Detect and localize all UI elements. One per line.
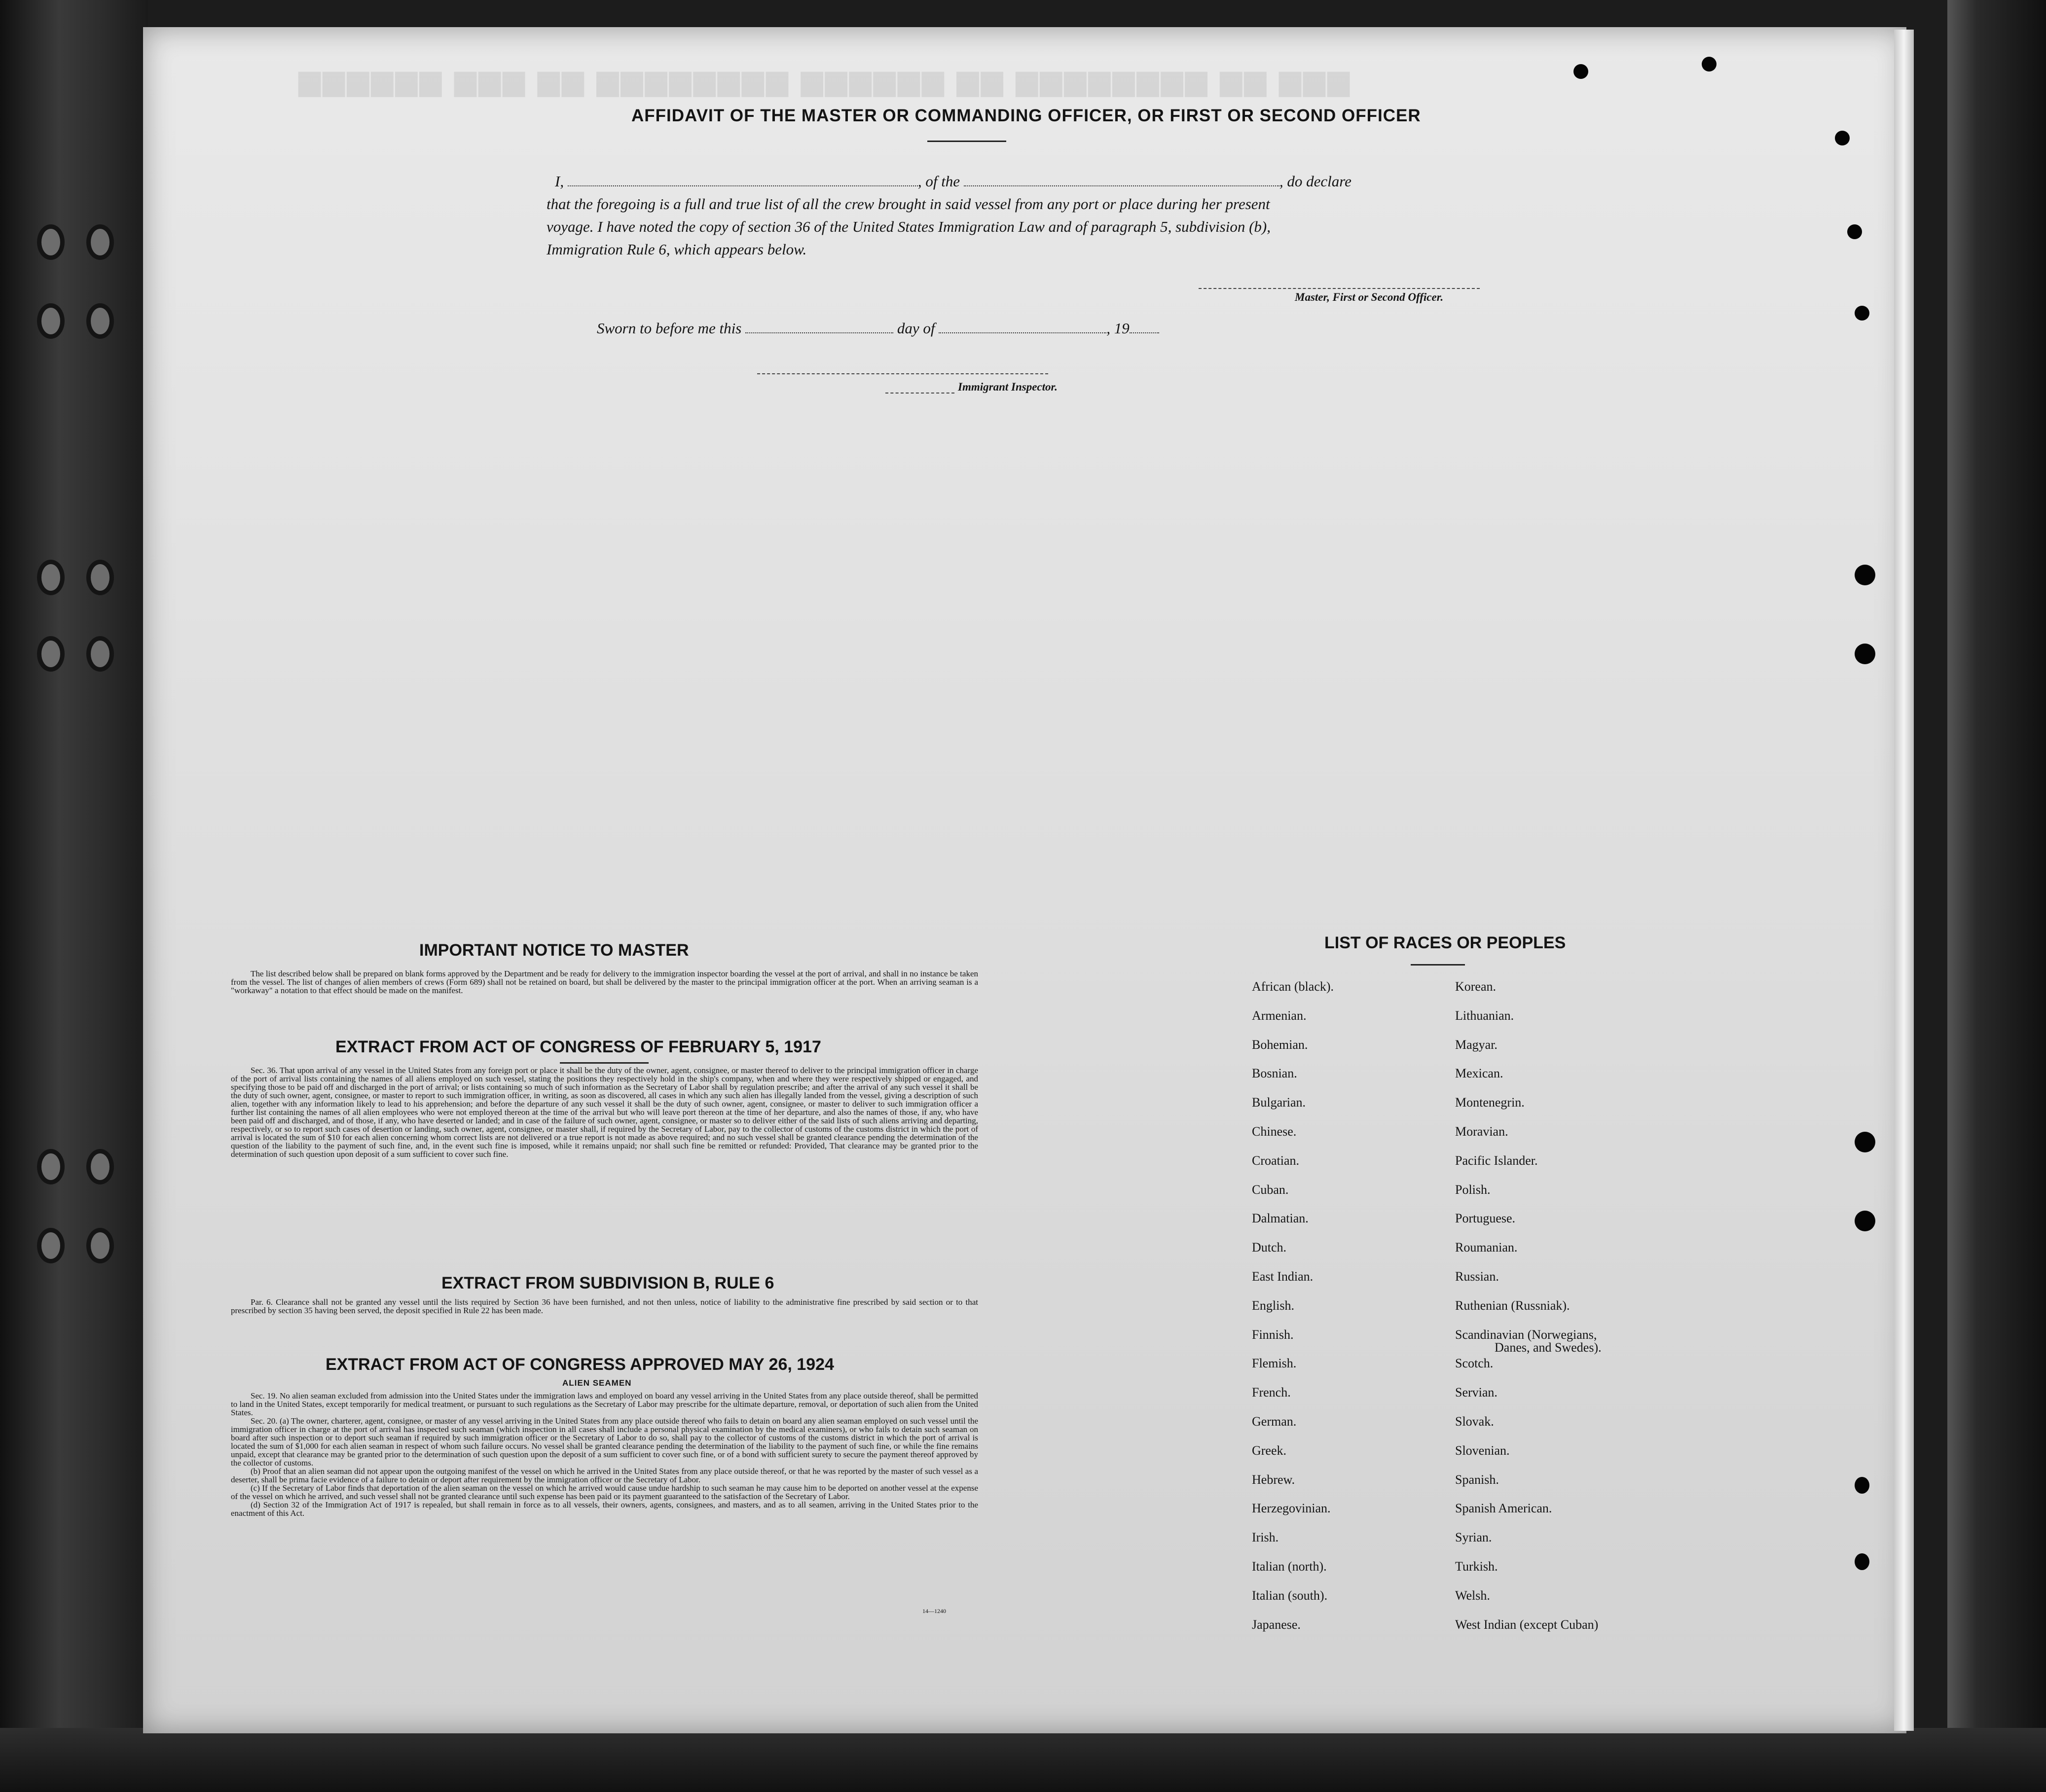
punch-hole: [1847, 224, 1862, 239]
declaration-i: I,: [555, 173, 564, 190]
punch-hole: [1855, 1211, 1875, 1231]
binder-ring: [86, 636, 114, 672]
notice-title: IMPORTANT NOTICE TO MASTER: [419, 941, 689, 960]
sec-20d-paragraph: (d) Section 32 of the Immigration Act of 1917 is repealed, but shall remain in force as to all vessels, their owners, agents, consignees, and masters, and as to all seamen, arriving in the United States prior to the enactment of this Act.: [231, 1500, 978, 1518]
binder-ring: [86, 303, 114, 339]
race-item: Montenegrin.: [1455, 1095, 1525, 1110]
race-item: Herzegovinian.: [1252, 1501, 1331, 1515]
race-item: Spanish.: [1455, 1472, 1499, 1487]
race-item: Slovenian.: [1455, 1443, 1510, 1458]
sec-20a-paragraph: Sec. 20. (a) The owner, charterer, agent, consignee, or master of any vessel arriving in the United States from any place outside thereof who fails to detain on board any alien seaman employed on such vessel until the immigration officer in charge at the port of arrival has inspected such seaman (which inspection in all cases shall include a personal physical examination by the medical examiners), or who fails to detain such seaman on board after such inspection or to deport such seaman if required by such immigration officer or the Secretary of Labor to do so, shall pay to the collector of customs of the customs district in which the port of arrival is located the sum of $1,000 for each alien seaman in respect of whom such failure occurs. No vessel shall be granted clearance pending the determination of the liability to the payment of such fine, or while the fine remains unpaid, except that clearance may be granted prior to the determination of such question upon the deposit of a sum sufficient to cover such fine, or of a bond with sufficient surety to secure the payment thereof approved by the collector of customs.: [231, 1416, 978, 1468]
name-field[interactable]: [568, 173, 918, 186]
race-item: Mexican.: [1455, 1066, 1503, 1080]
sworn-line: [597, 320, 1159, 337]
punch-hole: [1855, 565, 1875, 585]
race-item: Greek.: [1252, 1443, 1287, 1458]
notice-body: The list described below shall be prepared on blank forms approved by the Department and be ready for delivery to the immigration inspector boarding the vessel at the port of arrival, and shall in no instance be taken from the vessel. The list of changes of alien members of crews (Form 689) shall not be retained on board, but shall be delivered by the master to the principal immigration officer at the port. When an arriving seaman is a "workaway" a notation to that effect should be made on the manifest.: [231, 969, 978, 995]
races-divider: [1411, 964, 1465, 966]
form-number: 14—1240: [922, 1608, 946, 1614]
extract-1924-body: [231, 1392, 978, 1517]
binder-ring: [37, 1149, 65, 1184]
race-item: Scotch.: [1455, 1356, 1494, 1370]
race-item: Pacific Islander.: [1455, 1153, 1538, 1168]
punch-hole: [1855, 1132, 1875, 1152]
declaration-do-declare: , do declare: [1279, 173, 1352, 190]
race-item: Turkish.: [1455, 1559, 1498, 1574]
race-item: Irish.: [1252, 1530, 1279, 1544]
binder-frame-right: [1947, 0, 2046, 1792]
race-item: African (black).: [1252, 979, 1334, 994]
punch-hole: [1855, 306, 1869, 321]
extract-1924-title: EXTRACT FROM ACT OF CONGRESS APPROVED MAY 26, 1924: [326, 1355, 834, 1374]
race-item: Dalmatian.: [1252, 1211, 1309, 1225]
sworn-day-of: day of: [897, 320, 935, 337]
race-item: Flemish.: [1252, 1356, 1297, 1370]
inspector-label: Immigrant Inspector.: [958, 381, 1058, 393]
inspector-signature-line-2: [885, 393, 954, 394]
sec-20b-paragraph: (b) Proof that an alien seaman did not appear upon the outgoing manifest of the vessel on which he arrived in the United States from any place outside thereof, or that he was reported by the master of such vessel as a deserter, shall be prima facie evidence of a failure to detain or deport after requirement by the immigration officer or the Secretary of Labor.: [231, 1467, 978, 1484]
race-item: Italian (north).: [1252, 1559, 1327, 1574]
binder-ring: [37, 303, 65, 339]
page-edge: [1894, 30, 1914, 1731]
race-item: Croatian.: [1252, 1153, 1300, 1168]
inspector-signature-line[interactable]: [757, 373, 1048, 374]
extract-rule6-title: EXTRACT FROM SUBDIVISION B, RULE 6: [441, 1274, 774, 1292]
race-item: Moravian.: [1455, 1124, 1508, 1139]
sworn-day-field[interactable]: [745, 320, 893, 333]
race-item: Armenian.: [1252, 1008, 1307, 1023]
master-signature-label: Master, First or Second Officer.: [1295, 291, 1444, 303]
declaration-line-3: voyage. I have noted the copy of section 36 of the United States Immigration Law and of paragraph 5, subdivision (b),: [547, 218, 1271, 235]
sworn-year-field[interactable]: [1130, 320, 1159, 333]
race-item: Magyar.: [1455, 1038, 1498, 1052]
binder-ring: [86, 224, 114, 260]
race-item: English.: [1252, 1298, 1294, 1313]
affidavit-title: AFFIDAVIT OF THE MASTER OR COMMANDING OFFICER, OR FIRST OR SECOND OFFICER: [631, 106, 1421, 125]
punch-hole: [1835, 131, 1850, 145]
binder-ring: [86, 560, 114, 595]
binder-ring: [86, 1149, 114, 1184]
binder-ring: [37, 1228, 65, 1263]
race-item: West Indian (except Cuban): [1455, 1617, 1599, 1632]
master-signature-line[interactable]: [1199, 288, 1480, 289]
binder-ring: [37, 636, 65, 672]
punch-hole: [1702, 57, 1717, 72]
race-item: Slovak.: [1455, 1414, 1494, 1429]
race-item: Italian (south).: [1252, 1588, 1328, 1603]
race-item: Hebrew.: [1252, 1472, 1295, 1487]
race-item: Roumanian.: [1455, 1240, 1518, 1254]
race-item: East Indian.: [1252, 1269, 1314, 1284]
race-item: Russian.: [1455, 1269, 1499, 1284]
declaration-line-2: that the foregoing is a full and true list of all the crew brought in said vessel from any port or place during her present: [547, 195, 1270, 213]
title-divider: [927, 141, 1006, 142]
race-item: French.: [1252, 1385, 1291, 1399]
races-title: LIST OF RACES OR PEOPLES: [1324, 933, 1566, 952]
race-item: Servian.: [1455, 1385, 1498, 1399]
binder-frame-bottom: [0, 1728, 2046, 1792]
punch-hole: [1855, 1477, 1869, 1494]
vessel-field[interactable]: [964, 173, 1279, 186]
sworn-year-prefix: , 19: [1106, 320, 1130, 337]
bleed-through-heading: ▆▆▆ ▆▆ ▆▆▆▆▆▆▆▆ ▆▆ ▆▆▆▆▆▆ ▆▆▆▆▆▆▆▆ ▆▆ ▆▆▆ ▆▆▆▆▆▆: [296, 65, 1350, 96]
race-item: Japanese.: [1252, 1617, 1301, 1632]
race-item: Bohemian.: [1252, 1038, 1308, 1052]
race-item: Cuban.: [1252, 1183, 1289, 1197]
race-item: German.: [1252, 1414, 1297, 1429]
extract-rule6-body: Par. 6. Clearance shall not be granted any vessel until the lists required by Section 36 have been furnished, and not then unless, notice of liability to the administrative fine prescribed by said section or to that prescribed by section 35 having been served, the deposit specified in Rule 22 has been made.: [231, 1297, 978, 1315]
alien-seamen-subtitle: ALIEN SEAMEN: [562, 1378, 632, 1388]
race-item-continuation: Danes, and Swedes).: [1495, 1340, 1602, 1355]
race-item: Bulgarian.: [1252, 1095, 1306, 1110]
extract-1917-title: EXTRACT FROM ACT OF CONGRESS OF FEBRUARY 5, 1917: [335, 1038, 821, 1056]
race-item: Korean.: [1455, 979, 1497, 994]
race-item: Spanish American.: [1455, 1501, 1552, 1515]
race-item: Portuguese.: [1455, 1211, 1516, 1225]
binder-frame-left: [0, 0, 148, 1792]
race-item: Scandinavian (Norwegians,: [1455, 1327, 1597, 1342]
sec-20c-paragraph: (c) If the Secretary of Labor finds that deportation of the alien seaman on the vessel on which he arrived would cause undue hardship to such seaman he may cause him to be deported on another vessel at the expense of the vessel on which he arrived, and such vessel shall not be granted clearance until such expense has been paid or its payment guaranteed to the satisfaction of the Secretary of Labor.: [231, 1483, 978, 1501]
race-item: Finnish.: [1252, 1327, 1294, 1342]
race-item: Welsh.: [1455, 1588, 1490, 1603]
extract-1917-divider: [560, 1062, 649, 1064]
race-item: Syrian.: [1455, 1530, 1492, 1544]
race-item: Lithuanian.: [1455, 1008, 1514, 1023]
race-item: Ruthenian (Russniak).: [1455, 1298, 1570, 1313]
race-item: Bosnian.: [1252, 1066, 1297, 1080]
extract-1917-body: Sec. 36. That upon arrival of any vessel in the United States from any foreign port or place it shall be the duty of the owner, agent, consignee, or master thereof to deliver to the principal immigration officer in charge of the port of arrival lists containing the names of all aliens employed on such vessel, stating the positions they respectively hold in the ship's company, when and where they were respectively shipped or engaged, and specifying those to be paid off and discharged in the port of arrival; or lists containing so much of such information as the Secretary of Labor shall by regulation prescribe; and after the arrival of any such vessel it shall be the duty of such owner, agent, consignee, or master to report to such immigration officer, in writing, as soon as discovered, all cases in which any such alien has illegally landed from the vessel, giving a description of such alien, together with any information likely to lead to his apprehension; and before the departure of any such vessel it shall be the duty of such owner, agent, consignee, or master to deliver to such immigration officer a further list containing the names of all alien employees who were not employed thereon at the time of the arrival but who will leave port thereon at the time of her departure, and also the names of those, if any, who have been paid off and discharged, and of those, if any, who have deserted or landed; and in case of the failure of such owner, agent, consignee, or master so to deliver either of the said lists of such aliens arriving and departing, respectively, or so to report such cases of desertion or landing, such owner, agent, consignee, or master shall, if required by the Secretary of Labor, pay to the collector of customs of the customs district in which the port of arrival is located the sum of $10 for each alien concerning whom correct lists are not delivered or a true report is not made as above required; and no such vessel shall be granted clearance pending the determination of the question of the liability to the payment of such fine, and, in the event such fine is imposed, while it remains unpaid; nor shall such fine be remitted or refunded: Provided, That clearance may be granted prior to the determination of such question upon deposit of a sum sufficient to cover such fine.: [231, 1066, 978, 1159]
sworn-month-field[interactable]: [939, 320, 1106, 333]
declaration-of-the: , of the: [917, 173, 960, 190]
binder-ring: [86, 1228, 114, 1263]
punch-hole: [1855, 644, 1875, 664]
declaration-line-4: Immigration Rule 6, which appears below.: [547, 241, 807, 258]
binder-ring: [37, 560, 65, 595]
race-item: Chinese.: [1252, 1124, 1297, 1139]
punch-hole: [1855, 1553, 1869, 1570]
race-item: Polish.: [1455, 1183, 1491, 1197]
punch-hole: [1573, 64, 1588, 79]
sworn-text: Sworn to before me this: [597, 320, 742, 337]
race-item: Dutch.: [1252, 1240, 1287, 1254]
binder-ring: [37, 224, 65, 260]
sec-19-paragraph: Sec. 19. No alien seaman excluded from admission into the United States under the immigration laws and employed on board any vessel arriving in the United States from any place outside thereof, shall be permitted to land in the United States, except temporarily for medical treatment, or pursuant to such regulations as the Secretary of Labor may prescribe for the ultimate departure, removal, or deportation of such alien from the United States.: [231, 1391, 978, 1417]
declaration-line-1: [555, 173, 1352, 190]
